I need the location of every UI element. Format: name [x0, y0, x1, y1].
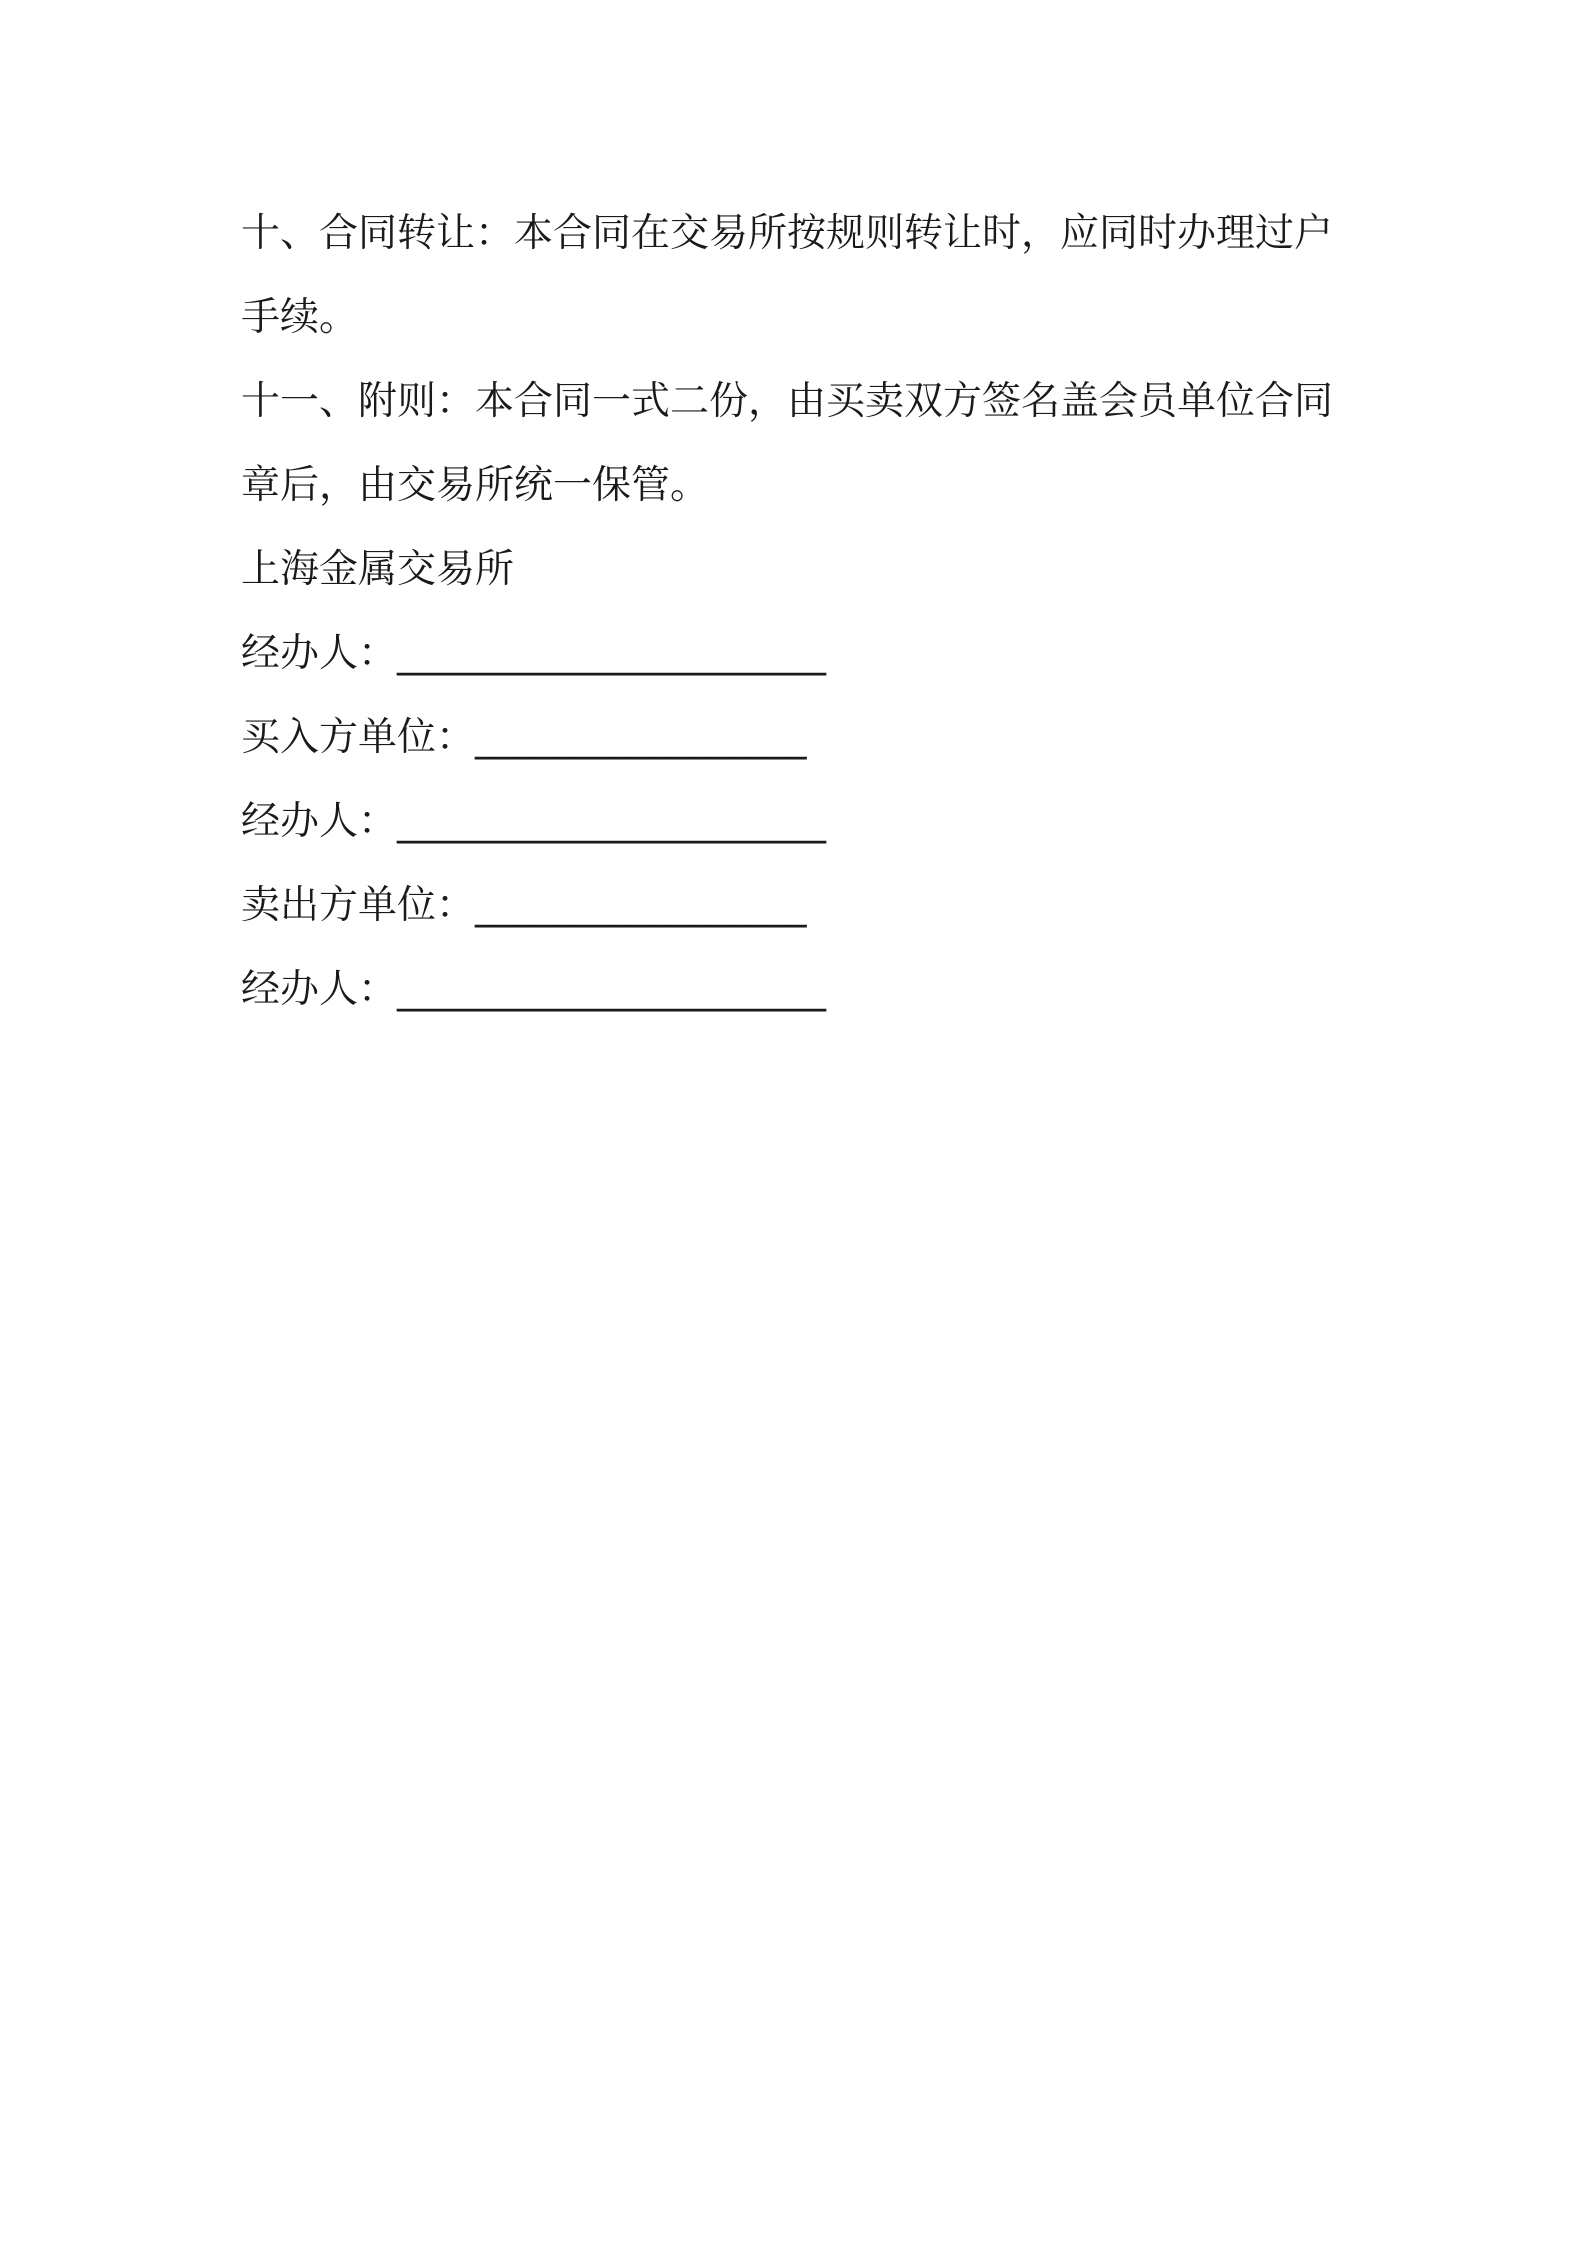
document-body: [241, 192, 1361, 1032]
clause-10-line-1: 十、合同转让：本合同在交易所按规则转让时，应同时办理过户: [241, 211, 1334, 256]
signature-blank: _________________: [475, 883, 807, 928]
signature-line: [241, 948, 1361, 1032]
clause-10-line-2: 手续。: [241, 295, 359, 340]
signature-blank: ______________________: [397, 631, 827, 676]
clause-10: [241, 192, 1361, 360]
signature-label: 经办人：: [241, 799, 398, 844]
signature-blank: _________________: [475, 715, 807, 760]
signature-label: 买入方单位：: [241, 715, 476, 760]
signature-block: [241, 612, 1361, 1032]
signature-blank: ______________________: [397, 799, 827, 844]
signature-label: 经办人：: [241, 967, 398, 1012]
clause-11-line-1: 十一、附则：本合同一式二份，由买卖双方签名盖会员单位合同: [241, 379, 1334, 424]
signature-label: 经办人：: [241, 631, 398, 676]
signature-line: [241, 780, 1361, 864]
signature-blank: ______________________: [397, 967, 827, 1012]
signature-line: [241, 696, 1361, 780]
signature-label: 卖出方单位：: [241, 883, 476, 928]
clause-11: [241, 360, 1361, 528]
exchange-name: 上海金属交易所: [241, 547, 515, 592]
signature-line: [241, 612, 1361, 696]
signature-line: [241, 864, 1361, 948]
clause-11-line-2: 章后，由交易所统一保管。: [241, 463, 710, 508]
